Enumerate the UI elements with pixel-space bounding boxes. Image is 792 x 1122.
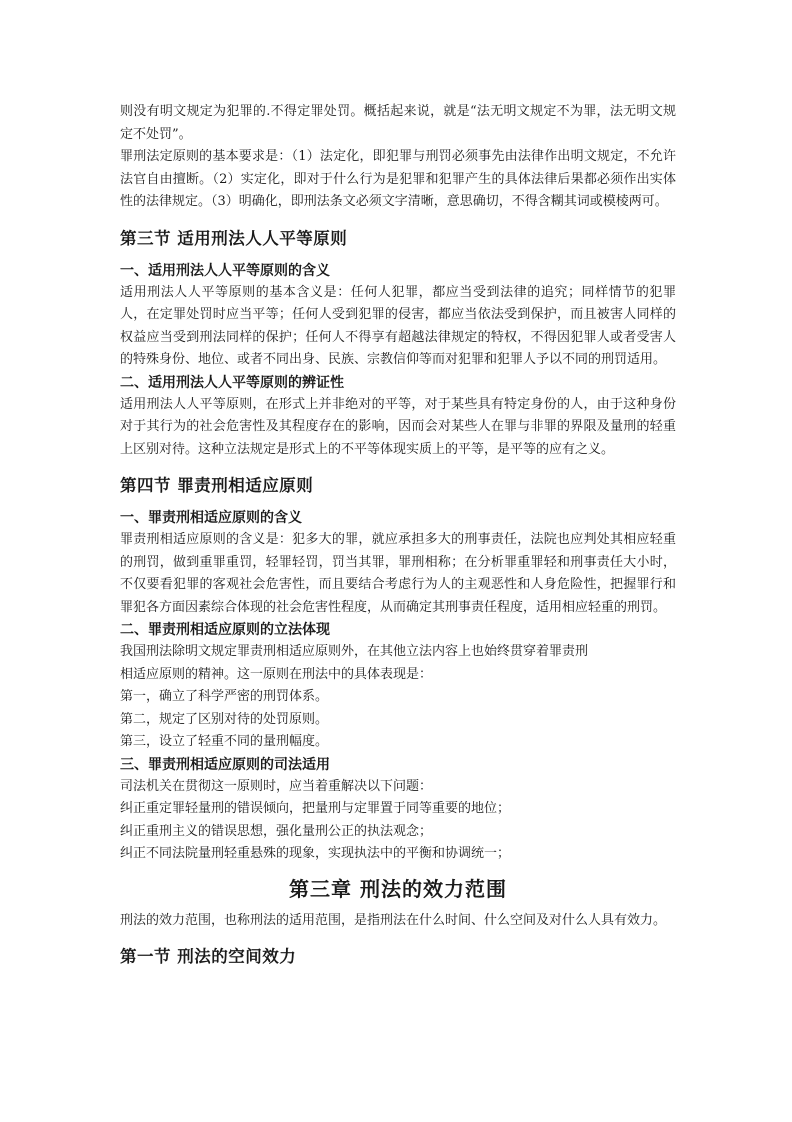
section-4-line: 司法机关在贯彻这一原则时，应当着重解决以下问题： (120, 778, 433, 794)
chapter-3-section-1-title: 第一节 刑法的空间效力 (120, 947, 297, 966)
section-4-title: 第四节 罪责刑相适应原则 (120, 476, 314, 495)
section-4-line: 纠正重定罪轻量刑的错误倾向，把量刑与定罪置于同等重要的地位； (120, 801, 511, 816)
section-4-line: 第二，规定了区别对待的处罚原则。 (120, 711, 329, 727)
section-3-paragraph-2: 适用刑法人人平等原则，在形式上并非绝对的平等，对于某些具有特定身份的人，由于这种身份对于其行为的社会危害性及其程度存在的影响，因而会对某些人在罪与非罪的界限及量刑的轻重上区别对待。这种立法规定是形式上的不平等体现实质上的平等，是平等的应有之义。 (120, 396, 676, 457)
section-3-paragraph-1: 适用刑法人人平等原则的基本含义是：任何人犯罪，都应当受到法律的追究；同样情节的犯罪人，在定罪处罚时应当平等；任何人受到犯罪的侵害，都应当依法受到保护，而且被害人同样的权益应当受到刑法同样的保护；任何人不得享有超越法律规定的特权，不得因犯罪人或者受害人的特殊身份、地位、或者不同出身、民族、宗教信仰等而对犯罪和犯罪人予以不同的刑罚适用。 (120, 284, 676, 367)
chapter-3-paragraph: 刑法的效力范围，也称刑法的适用范围，是指刑法在什么时间、什么空间及对什么人具有效力。 (120, 912, 667, 928)
intro-paragraph-2: 罪刑法定原则的基本要求是：（1）法定化，即犯罪与刑罚必须事先由法律作出明文规定，不允许法官自由擅断。（2）实定化，即对于什么行为是犯罪和犯罪产生的具体法律后果都必须作出实体性的法律规定。（3）明确化，即刑法条文必须文字清晰，意思确切，不得含糊其词或模棱两可。 (120, 149, 676, 209)
section-4-line: 我国刑法除明文规定罪责刑相适应原则外，在其他立法内容上也始终贯穿着罪责刑 (120, 644, 589, 659)
section-4-line: 纠正不同法院量刑轻重悬殊的现象，实现执法中的平衡和协调统一； (120, 846, 511, 861)
section-4-paragraph-1: 罪责刑相适应原则的含义是：犯多大的罪，就应承担多大的刑事责任，法院也应判处其相应轻重的刑罚，做到重罪重罚，轻罪轻罚，罚当其罪，罪刑相称；在分析罪重罪轻和刑事责任大小时，不仅要看犯罪的客观社会危害性，而且要结合考虑行为人的主观恶性和人身危险性，把握罪行和罪犯各方面因素综合体现的社会危害性程度，从而确定其刑事责任程度，适用相应轻重的刑罚。 (120, 532, 676, 615)
section-4-heading-2: 二、罪责刑相适应原则的立法体现 (120, 622, 330, 638)
intro-paragraph-1: 则没有明文规定为犯罪的.不得定罪处罚。概括起来说，就是“法无明文规定不为罪，法无明文规定不处罚”。 (120, 104, 676, 142)
section-4-heading-1: 一、罪责刑相适应原则的含义 (120, 510, 302, 526)
section-3-heading-1: 一、适用刑法人人平等原则的含义 (120, 262, 330, 279)
chapter-3-title: 第三章 刑法的效力范围 (289, 876, 507, 901)
section-4-line: 纠正重刑主义的错误思想，强化量刑公正的执法观念； (120, 823, 433, 839)
section-4-line: 第一，确立了科学严密的刑罚体系。 (120, 689, 329, 704)
section-4-heading-3: 三、罪责刑相适应原则的司法适用 (120, 756, 330, 773)
section-3-title: 第三节 适用刑法人人平等原则 (120, 228, 348, 248)
page-content (120, 101, 676, 979)
section-3-heading-2: 二、适用刑法人人平等原则的辨证性 (120, 374, 344, 391)
section-4-line: 第三，设立了轻重不同的量刑幅度。 (120, 734, 329, 749)
section-4-line: 相适应原则的精神。这一原则在刑法中的具体表现是： (120, 666, 433, 682)
